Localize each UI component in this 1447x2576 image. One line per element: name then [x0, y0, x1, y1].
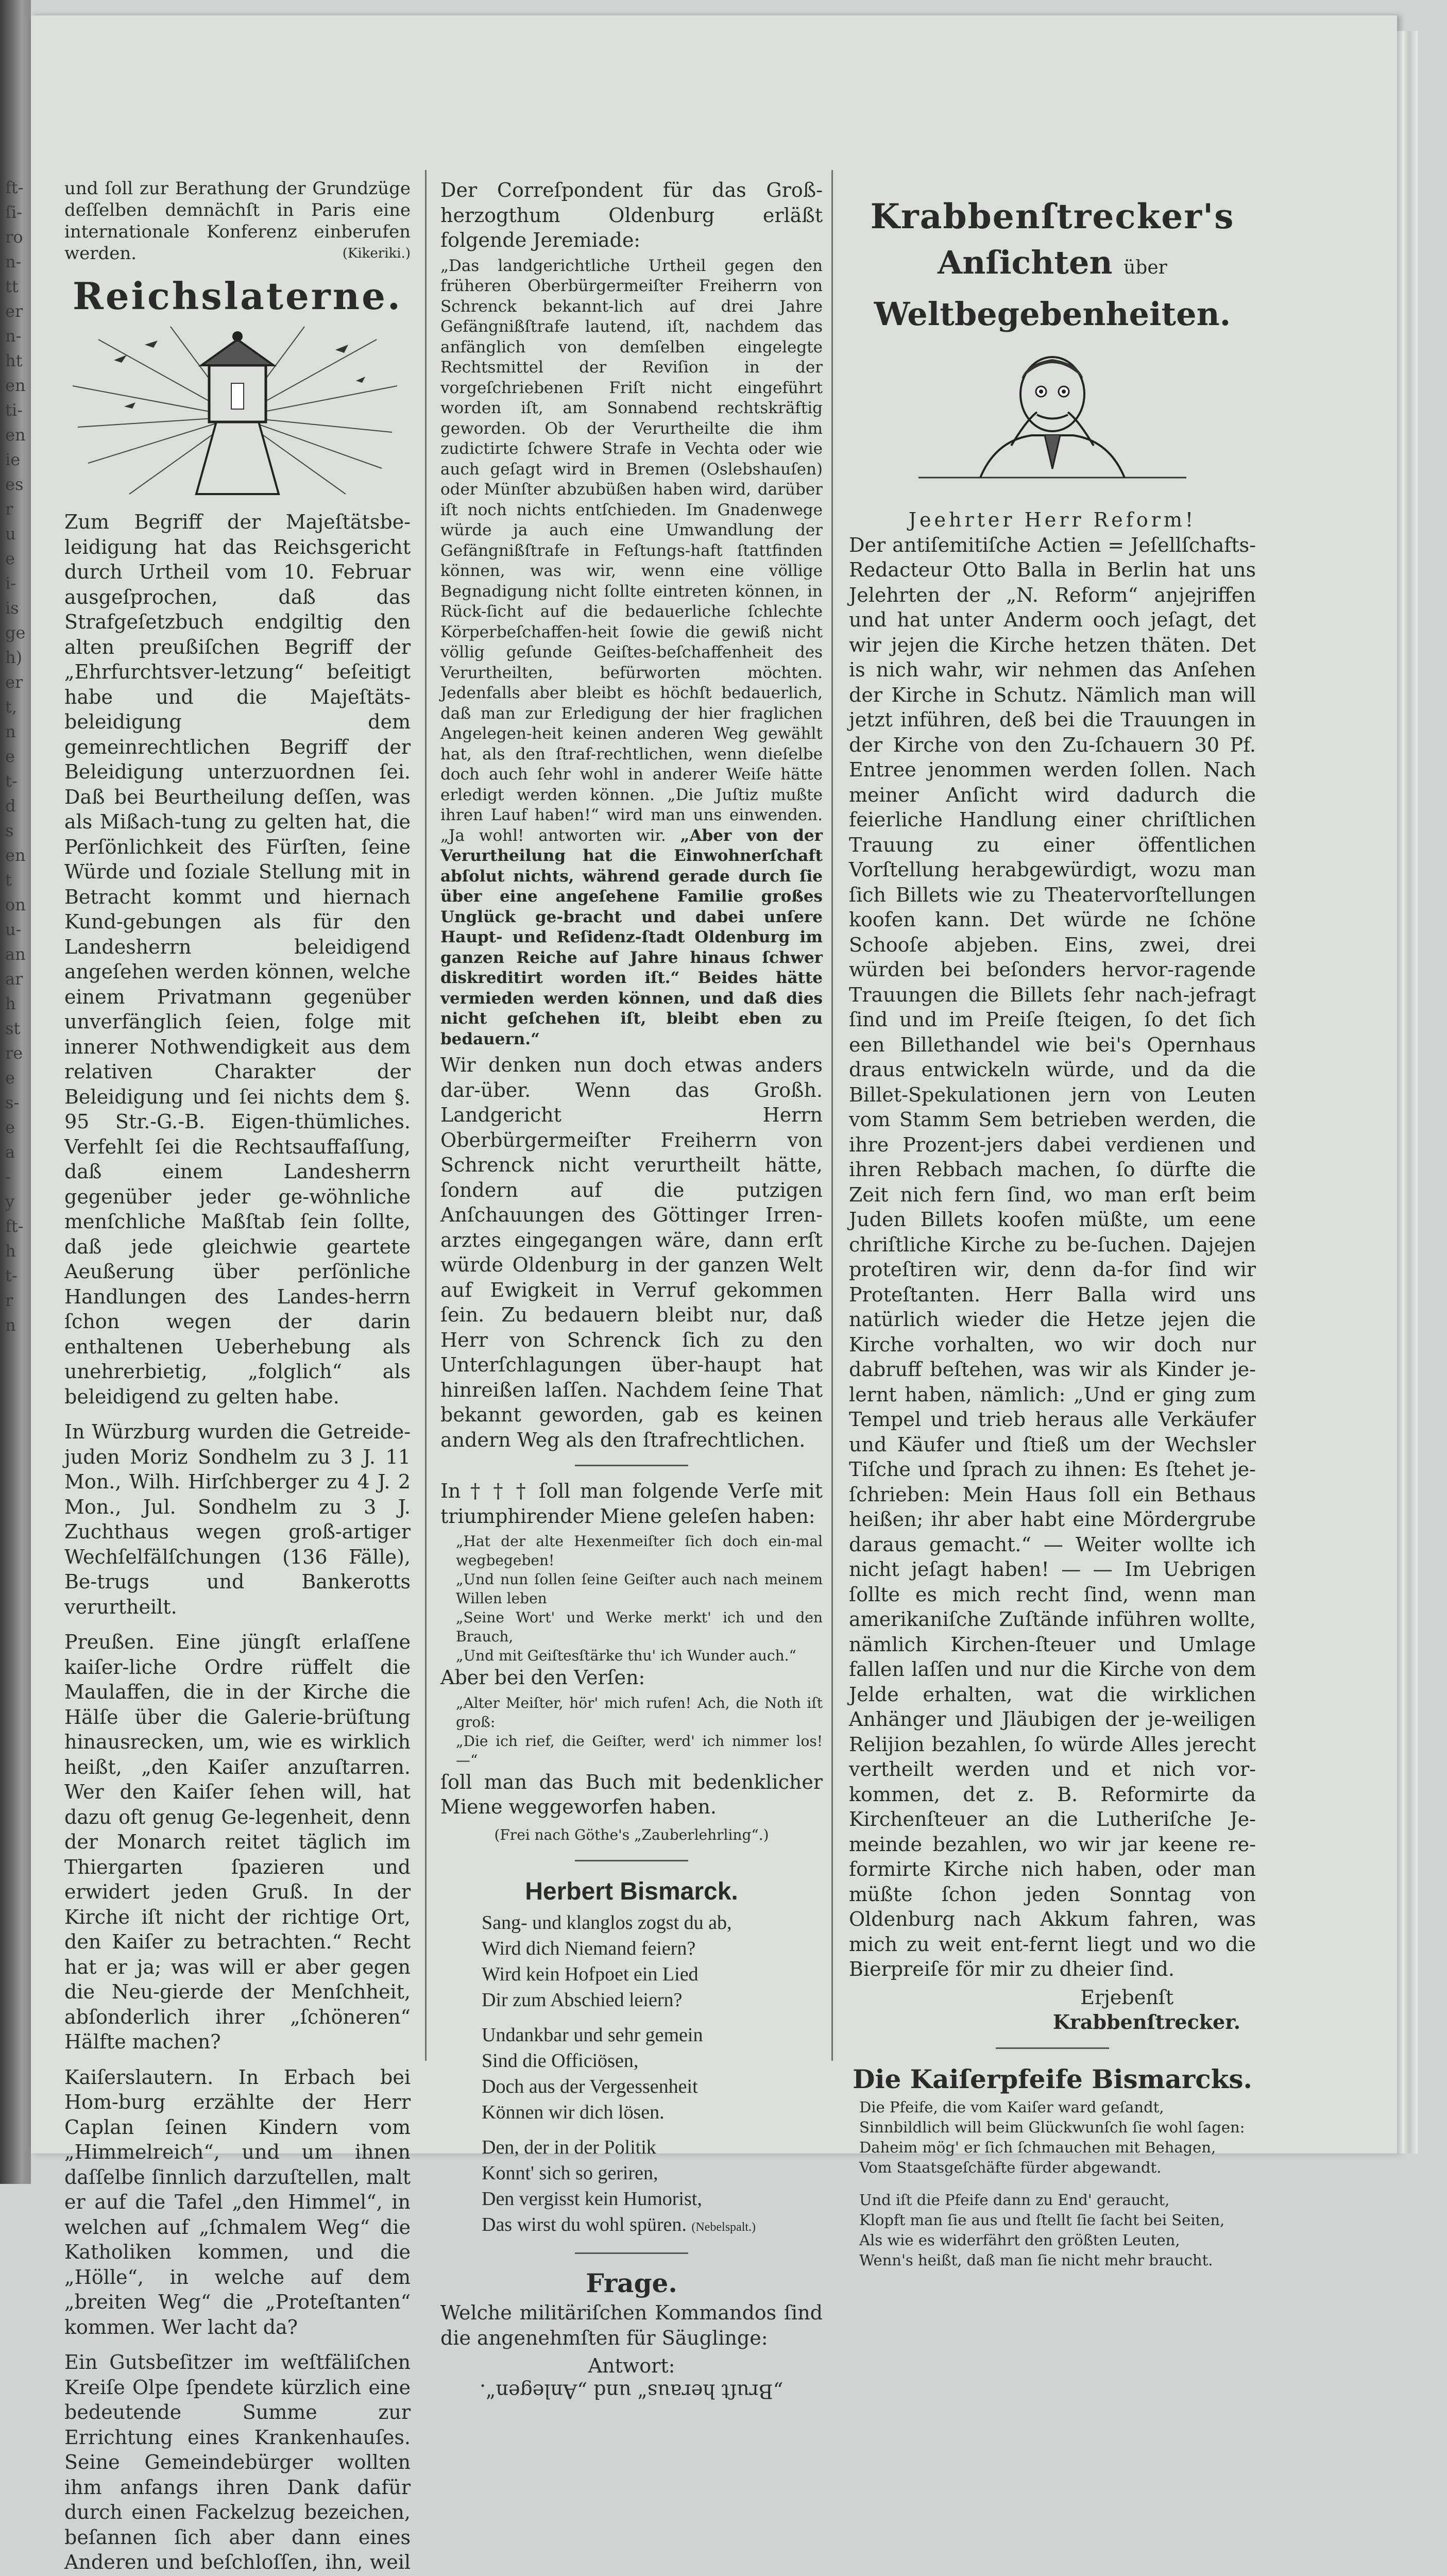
- verse-4: „Und mit Geiſtesſtärke thu' ich Wunder auch.“: [456, 1647, 796, 1664]
- poem-line: Undankbar und sehr gemein: [482, 2024, 703, 2046]
- lantern-illustration: [67, 324, 407, 499]
- previous-page-fragments: [5, 175, 26, 1387]
- paragraph-majestaetsbeleidigung: Zum Begriff der Majeſtätsbe-leidigung hat das Reichsgericht durch Urtheil vom 10. Februar ausgeſprochen, daß das Strafgeſetzbuch endgiltig den alten preußiſchen Begriff der „Ehrfurchtsver-letzung“ beſeitigt habe und die Majeſtäts-beleidigung dem gemeinrechtlichen Begriff der Beleidigung unterzuordnen ſei. Daß bei Beurtheilung deſſen, was als Mißach-tung zu gelten hat, die Perſönlichkeit des Fürſten, ſeine Würde und ſoziale Stellung mit in Betracht kommt und hiernach Kund-gebungen als für den Landesherrn beleidigend angeſehen werden können, welche einem Privatmann gegenüber unverfänglich ſeien, folge mit innerer Nothwendigkeit aus dem relativen Charakter der Beleidigung und ſei nichts dem §. 95 Str.-G.-B. Eigen-thümliches. Verfehlt ſei die Rechtsauffaſſung, daß einem Landesherrn gegenüber jeder ge-wöhnliche menſchliche Maßſtab ſein ſollte, daß jede gleichwie geartete Aeußerung über perſönliche Handlungen des Landes-herrn ſchon wegen der darin enthaltenen Ueberhebung als unehrerbietig, „folglich“ als beleidigend zu gelten habe.: [64, 511, 411, 1408]
- paragraph-aber: Aber bei den Verſen:: [440, 1666, 645, 1689]
- separator-3: [575, 2252, 688, 2254]
- poem-line: Vom Staatsgeſchäfte fürder abgewandt.: [859, 2158, 1162, 2176]
- separator-4: [996, 2047, 1109, 2049]
- lantern-icon: [67, 324, 407, 499]
- fragment-line: e: [5, 1068, 15, 1088]
- poem-last-line: Das wirst du wohl spüren.: [482, 2214, 687, 2235]
- fragment-line: r: [5, 1291, 13, 1310]
- poem-line: Daheim mög' er ſich ſchmauchen mit Behagen,: [859, 2138, 1216, 2156]
- separator-2: [575, 1860, 688, 1861]
- fragment-line: t-: [5, 771, 18, 791]
- fragment-line: e: [5, 747, 15, 766]
- reichslaterne-title: Reichslaterne.: [73, 274, 402, 318]
- paragraph-response: Wir denken nun doch etwas anders dar-über. Wenn das Großh. Landgericht Herrn Oberbürgermeiſter Freiherrn von Schrenck nicht verurtheilt hätte, ſondern auf die putzigen Anſchauungen des Göttinger Irren-arztes eingegangen wäre, dann erſt würde Oldenburg in der ganzen Welt auf Ewigkeit in Verruf gekommen ſein. Zu bedauern bleibt nur, daß Herr von Schrenck ſich zu den Unterſchlagungen über-haupt hat hinreißen laſſen. Nachdem ſeine That bekannt geworden, gab es keinen andern Weg als den ſtrafrechtlichen.: [440, 1054, 823, 1451]
- fragment-line: i-: [5, 573, 16, 593]
- fragment-line: h: [5, 994, 16, 1013]
- fragment-line: er: [5, 301, 23, 321]
- fragment-line: ro: [5, 227, 23, 247]
- fragment-line: tt: [5, 277, 19, 296]
- fragment-line: e: [5, 1117, 15, 1137]
- fragment-line: ar: [5, 969, 23, 989]
- fragment-line: n-: [5, 326, 22, 346]
- closing: Erjebenſt: [1080, 1986, 1173, 2009]
- poem-line: Sang- und klanglos zogst du ab,: [482, 1912, 732, 1934]
- verse-3: „Seine Wort' und Werke merkt' ich und den Brauch,: [456, 1609, 823, 1645]
- caricature-icon: [908, 343, 1197, 497]
- fragment-line: y: [5, 1192, 15, 1211]
- quote-oldenburg-body: „Das landgerichtliche Urtheil gegen den früheren Oberbürgermeiſter Freiherrn von Schrenck bekannt-lich auf drei Jahre Gefängnißſtrafe lautend, iſt, nachdem das anfänglich von demſelben eingelegte Rechtsmittel der Reviſion in der vorgeſchriebenen Friſt nicht eingeführt worden iſt, am Sonnabend rechtskräftig geworden. Ob der Verurtheilte die ihm zudictirte ſchwere Strafe in Vechta oder wie auch geſagt wird in Bremen (Oslebshauſen) oder Münſter abzubüßen haben wird, darüber iſt noch nichts entſchieden. Im Gnadenwege würde ja auch eine Umwandlung der Gefängnißſtrafe in Feſtungs-haft ſtattfinden können, was wir, wenn eine völlige Begnadigung nicht ſollte eintreten können, in Rück-ſicht auf die bedauerliche ſchlechte Körperbeſchaffen-heit ſowie die gewiß nicht völlig geſunde Geiſtes-beſchaffenheit des Verurtheilten, befürworten möchten. Jedenfalls aber bleibt es höchſt bedauerlich, daß man zur Erledigung der hier fraglichen Angelegen-heit keinen anderen Weg gewählt hat, als den ſtraf-rechtlichen, wenn dieſelbe doch auch ſehr wohl in anderer Weiſe hätte erledigt werden können. „Die Juſtiz mußte ihren Lauf haben!“ wird man uns einwenden. „Ja wohl! antworten wir.: [440, 256, 823, 845]
- fragment-line: n: [5, 1315, 16, 1335]
- poem-line: [482, 2212, 823, 2240]
- fragment-line: d: [5, 796, 16, 816]
- herbert-bismarck-title: Herbert Bismarck.: [525, 1878, 738, 1905]
- poem-line: Wenn's heißt, daß man ſie nicht mehr braucht.: [859, 2251, 1213, 2269]
- krabbenstrecker-title: Krabbenſtrecker's: [870, 196, 1235, 236]
- fragment-line: ft-: [5, 178, 24, 197]
- quote-oldenburg: [440, 256, 823, 1050]
- fragment-line: en: [5, 845, 26, 865]
- poem-line: Die Pfeife, die vom Kaiſer ward geſandt,: [859, 2098, 1164, 2116]
- verse-5: „Alter Meiſter, hör' mich rufen! Ach, die Noth iſt groß:: [456, 1694, 823, 1731]
- poem-line: Konnt' sich so geriren,: [482, 2162, 658, 2184]
- poem-line: Als wie es widerfährt den größten Leuten,: [859, 2231, 1180, 2249]
- fragment-line: re: [5, 1043, 23, 1063]
- poem-line: Doch aus der Vergessenheit: [482, 2076, 698, 2097]
- poem-source: (Nebelspalt.): [691, 2221, 756, 2234]
- fragment-line: s-: [5, 1093, 20, 1112]
- paragraph-wuerzburg: In Würzburg wurden die Getreide-juden Moriz Sondhelm zu 3 J. 11 Mon., Wilh. Hirſchberger zu 4 J. 2 Mon., Jul. Sondhelm zu 3 J. Zuchthaus wegen groß-artiger Wechſelfälſchungen (136 Fälle), Be-trugs und Bankerotts verurtheilt.: [64, 1420, 411, 1618]
- paragraph-preussen: Preußen. Eine jüngſt erlaſſene kaiſer-liche Ordre rüffelt die Maulaffen, die in der Kirche die Hälſe über die Galerie-brüſtung hinausrecken, um, wie es wirklich heißt, „den Kaiſer anzuſtarren. Wer den Kaiſer ſehen will, hat dazu oft genug Ge-legenheit, denn der Monarch reitet täglich im Thiergarten ſpazieren und erwidert jeden Gruß. In der Kirche iſt nicht der richtige Ort, den Kaiſer zu betrachten.“ Recht hat er ja; was will er aber gegen die Neu-gierde der Menſchheit, abſonderlich ihrer „ſchöneren“ Hälfte machen?: [64, 1631, 411, 2053]
- antwort-label: Antwort:: [588, 2354, 675, 2377]
- page-edge: [1397, 31, 1418, 2154]
- caricature-illustration: [908, 343, 1197, 497]
- frage-text: Welche militäriſchen Kommandos ſind die angenehmſten für Säuglinge:: [440, 2301, 823, 2349]
- fragment-line: ſi-: [5, 202, 22, 222]
- verse-1: „Hat der alte Hexenmeiſter ſich doch ein-mal wegbegeben!: [456, 1533, 823, 1569]
- fragment-line: u: [5, 524, 16, 544]
- fragment-line: t,: [5, 697, 18, 717]
- fragment-line: -: [5, 1167, 11, 1187]
- poem-line: Den vergisst kein Humorist,: [482, 2188, 702, 2210]
- fragment-line: u-: [5, 920, 22, 939]
- fragment-line: t: [5, 870, 12, 890]
- column-2: [440, 178, 823, 2403]
- antwort-text-wrap: [440, 2379, 823, 2404]
- fragment-line: t-: [5, 1266, 18, 1285]
- intro-source: (Kikeriki.): [342, 246, 411, 261]
- quote-oldenburg-bold: „Aber von der Verurtheilung hat die Einwohnerſchaft abſolut nichts, während gerade durch ſie über eine angeſehene Familie großes Unglück ge-bracht und dabei unſere Haupt- und Reſidenz-ſtadt Oldenburg im ganzen Reiche auf Jahre hinaus ſchwer diskreditirt worden iſt.“ Beides hätte vermieden werden können, und daß dies nicht geſchehen iſt, bleibt eben zu bedauern.“: [440, 826, 823, 1048]
- fragment-line: es: [5, 474, 24, 494]
- poem-line: Wird dich Niemand feiern?: [482, 1938, 696, 1959]
- frage-title: Frage.: [586, 2268, 677, 2298]
- fragment-line: ht: [5, 351, 23, 370]
- fragment-line: en: [5, 376, 26, 395]
- fragment-line: s: [5, 821, 14, 840]
- fragment-line: e: [5, 549, 15, 568]
- paragraph-buch: ſoll man das Buch mit bedenklicher Miene weggeworfen haben.: [440, 1770, 823, 1818]
- fragment-line: en: [5, 425, 26, 445]
- fragment-line: n: [5, 722, 16, 741]
- fragment-line: on: [5, 895, 26, 914]
- zauberlehrling-verses: [440, 1532, 823, 1665]
- poem-line: Klopft man ſie aus und ſtellt ſie ſacht bei Seiten,: [859, 2211, 1225, 2229]
- paragraph-verses-intro: In † † † ſoll man folgende Verſe mit triumphirender Miene geleſen haben:: [440, 1480, 823, 1528]
- kaiserpfeife-title: Die Kaiſerpfeife Bismarcks.: [853, 2063, 1252, 2094]
- poem-line: Dir zum Abschied leiern?: [482, 1989, 683, 2011]
- poem-line: Und iſt die Pfeife dann zu End' geraucht,: [859, 2191, 1170, 2209]
- fragment-line: er: [5, 672, 23, 692]
- letter-body: Der antiſemitiſche Actien = Jeſellſchafts-Redacteur Otto Balla in Berlin hat uns Jelehrten der „N. Reform“ anjejriffen und hat unter Anderm ooch jeſagt, det wir jejen die Kirche hetzen thäten. Det is nich wahr, wir nehmen das Anſehen der Kirche in Schutz. Nämlich man will jetzt inführen, deß bei die Trauungen in der Kirche von den Zu-ſchauern 30 Pf. Entree jenommen werden ſollen. Nach meiner Anſicht wird dadurch die feierliche Handlung einer chriſtlichen Trauung zu einer öffentlichen Vorſtellung herabgewürdigt, wozu man ſich Billets wie zu Theatervorſtellungen koofen kann. Det würde ne ſchöne Schooſe abjeben. Eins, zwei, drei würden bei beſonders hervor-ragende Trauungen die Billets ſehr nach-jefragt ſind und im Preiſe ſteigen, ſo det ſich een Billethandel wie bei's Opernhaus draus entwickeln würde, und da die Billet-Spekulationen jern von Leuten vom Stamm Sem betrieben werden, die ihre Prozent-jers dabei verdienen und ihren Rebbach machen, ſo dürfte die Zeit nich fern ſind, wo man erſt beim Juden Billets koofen müßte, um eene chriſtliche Kirche zu be-ſuchen. Dajejen proteſtiren wir, denn da-for ſind wir Proteſtanten. Herr Balla wird uns natürlich wieder die Hetze jejen die Kirche vorhalten, wo wir doch nur dabruff beſtehen, was wir als Kinder je-lernt haben, nämlich: „Und er ging zum Tempel und trieb heraus alle Verkäufer und Käufer und ſtieß um der Wechsler Tiſche und ſprach zu ihnen: Es ſtehet je-ſchrieben: Mein Haus ſoll ein Bethaus heißen; ihr aber habt eine Mördergrube daraus gemacht.“ — Weiter wollte ich nicht jeſagt haben! — — Im Uebrigen ſollte es mich recht ſind, wenn man amerikaniſche Zuſtände inführen wollte, nämlich Kirchen-ſteuer und Umlage fallen laſſen und nur die Kirche von dem Jelde erhalten, wat die wirklichen Anhänger und Jläubigen der je-weiligen Relijion bezahlen, ſo würde Alles jerecht vertheilt werden und et nich vor-kommen, det z. B. Reformirte da Kirchenſteuer an die Lutheriſche Je-meinde bezahlen, wo wir jar keene re-formirte Kirche nich haben, oder man müßte ſchon jeden Sonntag von Oldenburg nach Akkum fahren, was mich zu weit ent-fernt liegt und wo die Bierpreiſe för mir zu dheier ſind.: [849, 533, 1256, 1980]
- poem-line: Sinnbildlich will beim Glückwunſch ſie wohl ſagen:: [859, 2118, 1245, 2136]
- zauberlehrling-verses-2: [440, 1693, 823, 1770]
- fragment-line: st: [5, 1019, 21, 1038]
- ueber-word: über: [1123, 257, 1167, 278]
- fragment-line: [5, 1362, 21, 1387]
- fragment-line: a: [5, 1142, 15, 1162]
- poem-line: Den, der in der Politik: [482, 2137, 656, 2158]
- fragment-line: ie: [5, 450, 21, 469]
- fragment-line: ft-: [5, 1216, 24, 1236]
- verse-6: „Die ich rief, die Geiſter, werd' ich nimmer los! —“: [456, 1732, 823, 1769]
- verse-2: „Und nun ſollen ſeine Geiſter auch nach meinem Willen leben: [456, 1571, 823, 1607]
- fragment-line: ge: [5, 623, 26, 642]
- goethe-source: (Frei nach Göthe's „Zauberlehrling“.): [494, 1826, 769, 1843]
- paragraph-gutsbesitzer: Ein Gutsbeſitzer im weſtfäliſchen Kreiſe Olpe ſpendete kürzlich eine bedeutende Summe zur Errichtung eines Krankenhauſes. Seine Gemeindebürger wollten ihm anfangs ihren Dank dafür durch einen Fackelzug bezeichen, beſannen ſich aber dann eines Anderen und beſchloſſen, ihn, weil: [64, 2351, 411, 2573]
- weltbegebenheiten-word: Weltbegebenheiten.: [874, 295, 1231, 333]
- column-rule-2: [831, 170, 833, 2061]
- ansichten-word: Anſichten: [938, 244, 1113, 281]
- paragraph-correspondent: Der Correſpondent für das Groß-herzogthum Oldenburg erläßt folgende Jeremiade:: [440, 179, 823, 251]
- poem-line: Wird kein Hofpoet ein Lied: [482, 1963, 699, 1985]
- column-rule-1: [425, 170, 427, 2061]
- antwort-text: „Bruſt heraus“ und „Anlegen“.: [480, 2380, 784, 2402]
- column-3: [849, 178, 1256, 2270]
- fragment-line: h): [5, 648, 23, 667]
- ansichten-title: [849, 240, 1256, 337]
- fragment-line: n-: [5, 252, 22, 272]
- herbert-poem: [440, 1910, 823, 2240]
- greeting: Jeehrter Herr Reform!: [908, 509, 1197, 531]
- kaiserpfeife-poem: [849, 2097, 1256, 2270]
- fragment-line: r: [5, 499, 13, 519]
- intro-body: und ſoll zur Berathung der Grundzüge deſſelben demnächſt in Paris eine internationale Konferenz einberufen werden.: [64, 178, 411, 264]
- fragment-line: h: [5, 1241, 16, 1261]
- column-1: [64, 178, 411, 2576]
- poem-line: Können wir dich lösen.: [482, 2102, 665, 2123]
- paragraph-kaiserslautern: Kaiſerslautern. In Erbach bei Hom-burg erzählte der Herr Caplan ſeinen Kindern vom „Himmelreich“, und um ihnen daſſelbe ſinnlich darzuſtellen, malt er auf die Tafel „den Himmel“, in welchen auf „ſchmalem Weg“ die Katholiken kommen, und die „Hölle“, in welche auf dem „breiten Weg“ die „Proteſtanten“ kommen. Wer lacht da?: [64, 2065, 411, 2338]
- poem-line: Sind die Officiösen,: [482, 2050, 639, 2072]
- fragment-line: [5, 1337, 21, 1362]
- intro-text: [64, 178, 411, 264]
- separator: [575, 1465, 688, 1466]
- fragment-line: ti-: [5, 400, 23, 420]
- fragment-line: is: [5, 598, 19, 618]
- fragment-line: an: [5, 944, 26, 964]
- signature: Krabbenſtrecker.: [1052, 2010, 1240, 2033]
